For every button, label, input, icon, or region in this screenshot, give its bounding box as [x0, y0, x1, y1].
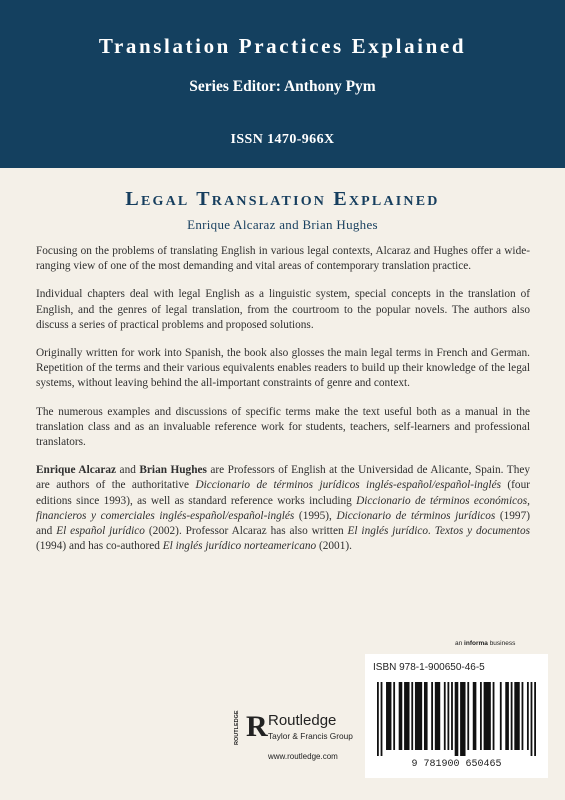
barcode-image — [377, 682, 536, 756]
barcode-bar — [522, 682, 524, 750]
bio-text: (2001). — [316, 540, 352, 553]
barcode-bar — [531, 682, 533, 756]
informa-suffix: business — [487, 640, 516, 647]
barcode-bar — [455, 682, 459, 756]
bio-text: and — [116, 464, 140, 477]
barcode-bar — [534, 682, 536, 756]
barcode-bar — [527, 682, 529, 750]
barcode-bar — [473, 682, 477, 750]
routledge-logo-icon: R — [246, 710, 268, 743]
author-name: Enrique Alcaraz — [36, 464, 117, 477]
barcode-bar — [393, 682, 395, 750]
informa-brand: informa — [464, 640, 488, 647]
barcode-digits: 9 781900 650465 — [411, 759, 502, 770]
series-title: Translation Practices Explained — [98, 34, 467, 58]
barcode-bar — [415, 682, 422, 750]
barcode-bar — [381, 682, 383, 756]
series-banner — [0, 0, 565, 168]
barcode-bar — [480, 682, 482, 750]
barcode-bar — [399, 682, 403, 750]
barcode-bar — [500, 682, 502, 750]
bio-text: (2002). Professor Alcaraz has also written — [144, 525, 348, 538]
barcode-bar — [424, 682, 428, 750]
series-issn: ISSN 1470-966X — [230, 132, 335, 147]
barcode-panel — [365, 654, 548, 778]
barcode-bar — [451, 682, 453, 750]
barcode-bar — [511, 682, 513, 750]
barcode-bar — [435, 682, 440, 750]
book-title: Legal Translation Explained — [125, 188, 440, 210]
informa-tagline — [455, 640, 515, 647]
book-reference: El inglés jurídico norteamericano — [162, 540, 317, 553]
publisher-group: Taylor & Francis Group — [268, 731, 353, 741]
blurb — [36, 244, 530, 567]
bio-text: (1995), — [294, 509, 337, 522]
barcode-bar — [377, 682, 379, 756]
book-reference: El español jurídico — [56, 525, 145, 538]
barcode-bar — [447, 682, 449, 750]
author-bio — [36, 463, 530, 554]
book-authors: Enrique Alcaraz and Brian Hughes — [187, 217, 378, 232]
book-reference: El inglés jurídico. Textos y documentos — [347, 525, 530, 538]
barcode-bar — [505, 682, 509, 750]
author-name: Brian Hughes — [139, 464, 207, 477]
book-reference: Diccionario de términos económicos, financieros y comerciales inglés-español/español-inglés — [36, 494, 530, 522]
blurb-paragraph: Individual chapters deal with legal English as a linguistic system, special concepts in the translation of English, and the genres of legal translation, from the courtroom to the popular novels. The authors also discuss a series of practical problems and proposed solutions. — [36, 288, 530, 331]
barcode-bar — [484, 682, 491, 750]
book-reference: Diccionario de términos jurídicos inglés-español/español-inglés — [195, 479, 501, 492]
book-reference: Diccionario de términos jurídicos — [336, 509, 496, 522]
publisher-name: Routledge — [268, 712, 337, 729]
bio-text: (four editions since 1993), as well as standard reference works including — [36, 479, 530, 507]
blurb-paragraph: Originally written for work into Spanish, the book also glosses the main legal terms in French and German. Repetition of the terms and their various equivalents enables readers to build up their knowledge of the legal systems, without leaving behind the all-important constraints of genre and context. — [36, 347, 530, 390]
barcode-bar — [386, 682, 391, 750]
publisher-url: www.routledge.com — [268, 752, 338, 761]
bio-text: (1997) and — [36, 509, 530, 538]
barcode-bar — [493, 682, 495, 750]
barcode-bar — [404, 682, 409, 750]
barcode-bar — [460, 682, 465, 756]
barcode-bar — [514, 682, 519, 750]
bio-text: (1994) and has co-authored — [36, 540, 163, 553]
bio-text: are Professors of English at the Universidad de Alicante, Spain. They are authors of the authoritative — [36, 464, 531, 492]
barcode-bar — [411, 682, 413, 750]
barcode-bar — [444, 682, 446, 750]
series-editor: Series Editor: Anthony Pym — [189, 78, 376, 95]
barcode-bar — [467, 682, 469, 750]
blurb-paragraph: The numerous examples and discussions of specific terms make the text useful both as a manual in the translation class and as an invaluable reference work for students, teachers, self-learners and professional translators. — [36, 405, 530, 449]
isbn-label: ISBN 978-1-900650-46-5 — [373, 662, 485, 673]
blurb-paragraph: Focusing on the problems of translating English in various legal contexts, Alcaraz and Hughes offer a wide-ranging view of one of the most demanding and vital areas of contemporary translation practice. — [36, 245, 530, 273]
publisher-vertical-mark: ROUTLEDGE — [234, 710, 240, 746]
informa-prefix: an — [455, 640, 465, 647]
barcode-bar — [431, 682, 433, 750]
